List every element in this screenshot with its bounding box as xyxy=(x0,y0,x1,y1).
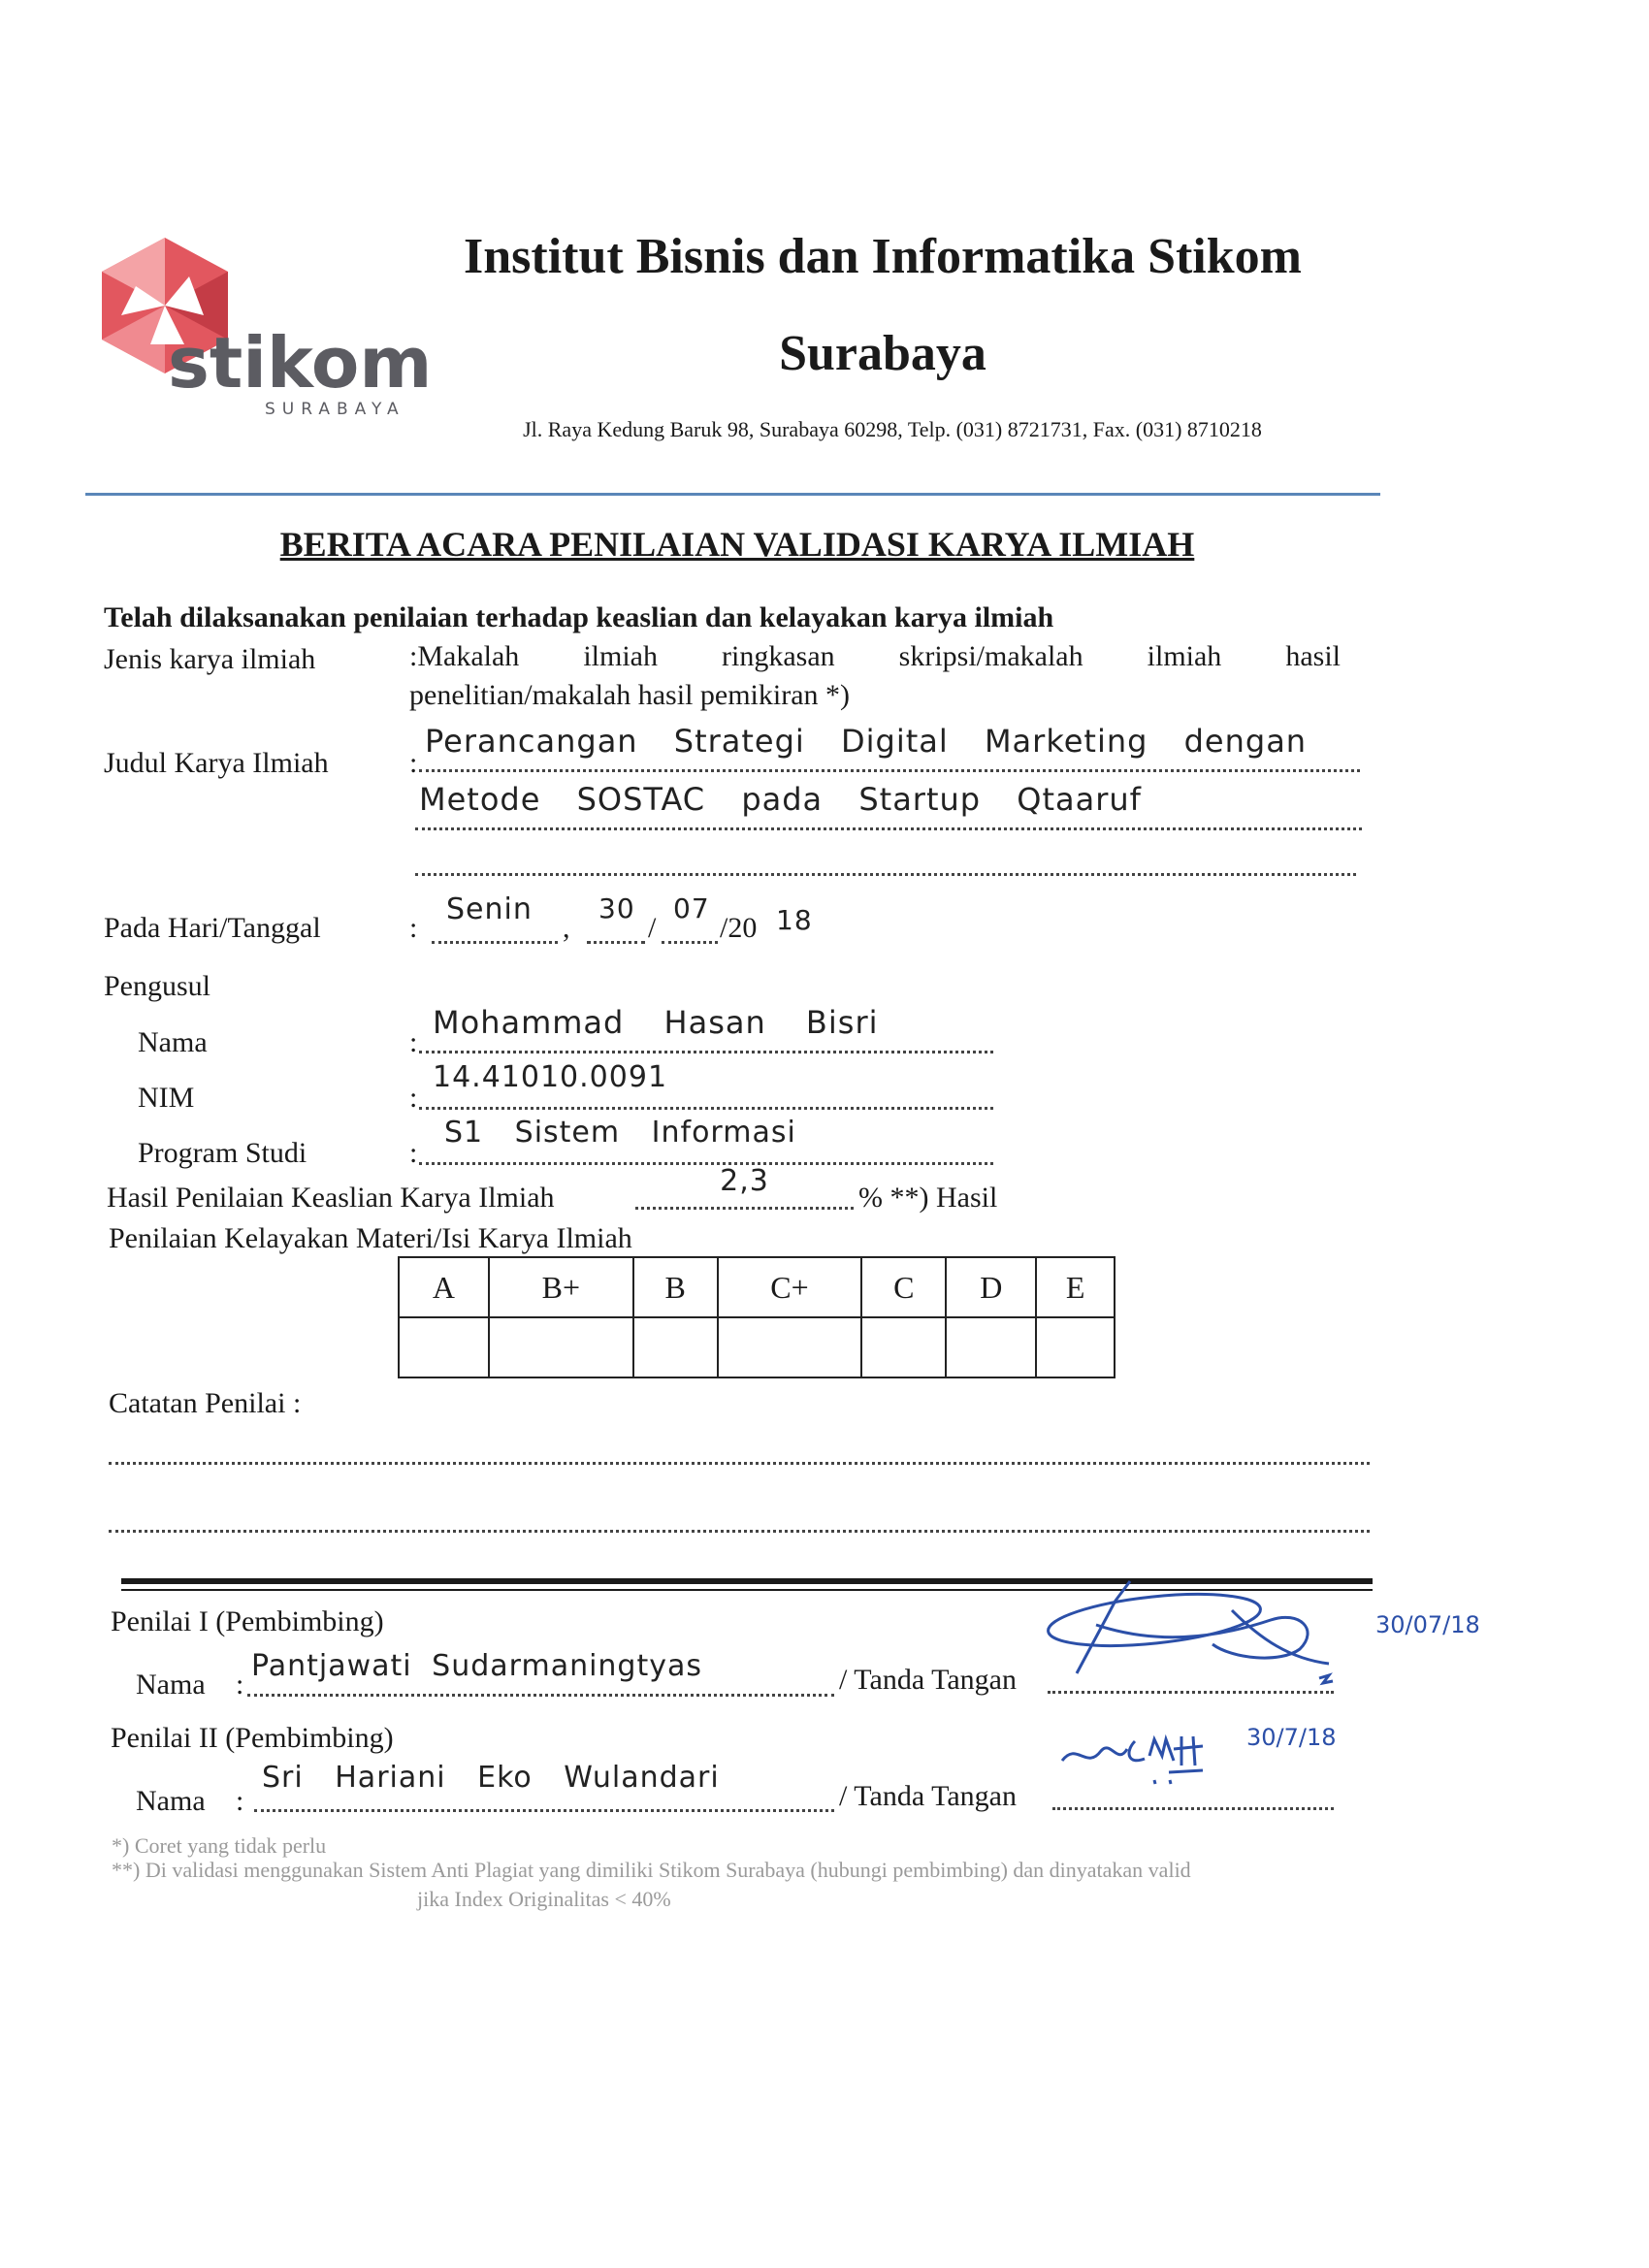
penilai2-signature-icon xyxy=(1057,1722,1251,1799)
judul-line2-field xyxy=(415,781,1362,830)
hari-field xyxy=(432,892,558,944)
hari-value: Senin xyxy=(446,892,533,926)
grade-d: D xyxy=(946,1257,1036,1317)
grade-table xyxy=(398,1256,1116,1378)
penilai2-ttd-label: / Tanda Tangan xyxy=(839,1780,1017,1812)
institution-name: Institut Bisnis dan Informatika Stikom xyxy=(464,229,1302,284)
grade-b: B xyxy=(633,1257,718,1317)
catatan-line1 xyxy=(109,1441,1370,1465)
grade-b-plus: B+ xyxy=(489,1257,633,1317)
hasil-field xyxy=(635,1164,854,1210)
jenis-label: Jenis karya ilmiah xyxy=(104,643,316,675)
tgl-slash: / xyxy=(648,912,657,944)
penilai2-nama-value: Sri Hariani Eko Wulandari xyxy=(262,1761,720,1795)
penilai2-nama-colon: : xyxy=(236,1785,244,1817)
hasil-suffix: % **) Hasil xyxy=(858,1182,998,1214)
prodi-field xyxy=(419,1116,993,1165)
logo-subtitle: SURABAYA xyxy=(265,400,405,419)
logo-word: stikom xyxy=(168,322,433,404)
penilai1-signature-icon xyxy=(1038,1571,1348,1698)
grade-header-row xyxy=(399,1257,1115,1317)
judul-label: Judul Karya Ilmiah xyxy=(104,747,329,779)
institution-city: Surabaya xyxy=(779,326,986,381)
grade-cell xyxy=(633,1317,718,1377)
hasil-value: 2,3 xyxy=(720,1164,769,1198)
judul-line1: Perancangan Strategi Digital Marketing dengan xyxy=(425,723,1308,760)
hari-label: Pada Hari/Tanggal xyxy=(104,912,321,944)
grade-cell xyxy=(399,1317,489,1377)
grade-value-row xyxy=(399,1317,1115,1377)
prodi-value: S1 Sistem Informasi xyxy=(444,1116,796,1150)
grade-a: A xyxy=(399,1257,489,1317)
grade-cell xyxy=(946,1317,1036,1377)
footnote-2: **) Di validasi menggunakan Sistem Anti Plagiat yang dimiliki Stikom Surabaya (hubungi pembimbing) dan dinyatakan valid xyxy=(112,1858,1191,1882)
grade-c: C xyxy=(861,1257,946,1317)
tgl-day-field xyxy=(587,892,645,944)
grade-cell xyxy=(861,1317,946,1377)
footnote-1: *) Coret yang tidak perlu xyxy=(112,1833,327,1858)
penilai2-nama-label: Nama xyxy=(136,1785,206,1817)
nama-field xyxy=(419,1004,993,1053)
nama-label: Nama xyxy=(138,1026,208,1058)
penilai1-nama-label: Nama xyxy=(136,1669,206,1701)
tgl-year-prefix: /20 xyxy=(720,912,758,944)
hasil-label: Hasil Penilaian Keaslian Karya Ilmiah xyxy=(107,1182,555,1214)
catatan-line2 xyxy=(109,1508,1370,1533)
penilai1-sign-date: 30/07/18 xyxy=(1375,1611,1480,1638)
tgl-month-field xyxy=(662,892,718,944)
jenis-value-line2: penelitian/makalah hasil pemikiran *) xyxy=(409,679,851,711)
stikom-logo xyxy=(92,233,433,427)
penilai2-sign-date: 30/7/18 xyxy=(1246,1724,1337,1751)
tgl-month: 07 xyxy=(673,892,710,924)
tgl-year-hand: 18 xyxy=(776,904,813,936)
penilai1-ttd-label: / Tanda Tangan xyxy=(839,1664,1017,1696)
grade-c-plus: C+ xyxy=(718,1257,862,1317)
grade-cell xyxy=(1036,1317,1115,1377)
nim-field xyxy=(419,1060,993,1110)
hari-comma: , xyxy=(563,912,570,944)
penilai1-nama-value: Pantjawati Sudarmaningtyas xyxy=(251,1649,703,1683)
grade-cell xyxy=(718,1317,862,1377)
grade-e: E xyxy=(1036,1257,1115,1317)
kelayakan-label: Penilaian Kelayakan Materi/Isi Karya Ilmiah xyxy=(109,1222,632,1254)
nama-colon: : xyxy=(409,1026,418,1058)
penilai1-nama-colon: : xyxy=(236,1669,244,1701)
catatan-label: Catatan Penilai : xyxy=(109,1387,302,1419)
hari-colon: : xyxy=(409,912,418,944)
document-title: BERITA ACARA PENILAIAN VALIDASI KARYA ILMIAH xyxy=(279,525,1195,564)
nim-value: 14.41010.0091 xyxy=(433,1060,668,1094)
tgl-day: 30 xyxy=(598,892,635,924)
intro-statement: Telah dilaksanakan penilaian terhadap keaslian dan kelayakan karya ilmiah xyxy=(104,601,1054,633)
nim-label: NIM xyxy=(138,1082,195,1114)
judul-line2: Metode SOSTAC pada Startup Qtaaruf xyxy=(419,781,1142,818)
prodi-label: Program Studi xyxy=(138,1137,307,1169)
pengusul-label: Pengusul xyxy=(104,970,211,1002)
institution-address: Jl. Raya Kedung Baruk 98, Surabaya 60298, Telp. (031) 8721731, Fax. (031) 8710218 xyxy=(523,417,1262,441)
penilai1-label: Penilai I (Pembimbing) xyxy=(111,1605,384,1637)
prodi-colon: : xyxy=(409,1137,418,1169)
nama-value: Mohammad Hasan Bisri xyxy=(433,1004,879,1041)
footnote-3: jika Index Originalitas < 40% xyxy=(417,1887,671,1911)
header-rule xyxy=(85,493,1380,496)
judul-line3-field xyxy=(415,834,1356,876)
penilai1-nama-field xyxy=(247,1649,834,1697)
jenis-value-line1: :Makalah ilmiah ringkasan skripsi/makalah ilmiah hasil xyxy=(409,640,1341,672)
judul-colon: : xyxy=(409,747,418,779)
penilai2-label: Penilai II (Pembimbing) xyxy=(111,1722,394,1754)
judul-line1-field xyxy=(419,723,1360,772)
nim-colon: : xyxy=(409,1082,418,1114)
penilai2-nama-field xyxy=(254,1761,834,1812)
grade-cell xyxy=(489,1317,633,1377)
